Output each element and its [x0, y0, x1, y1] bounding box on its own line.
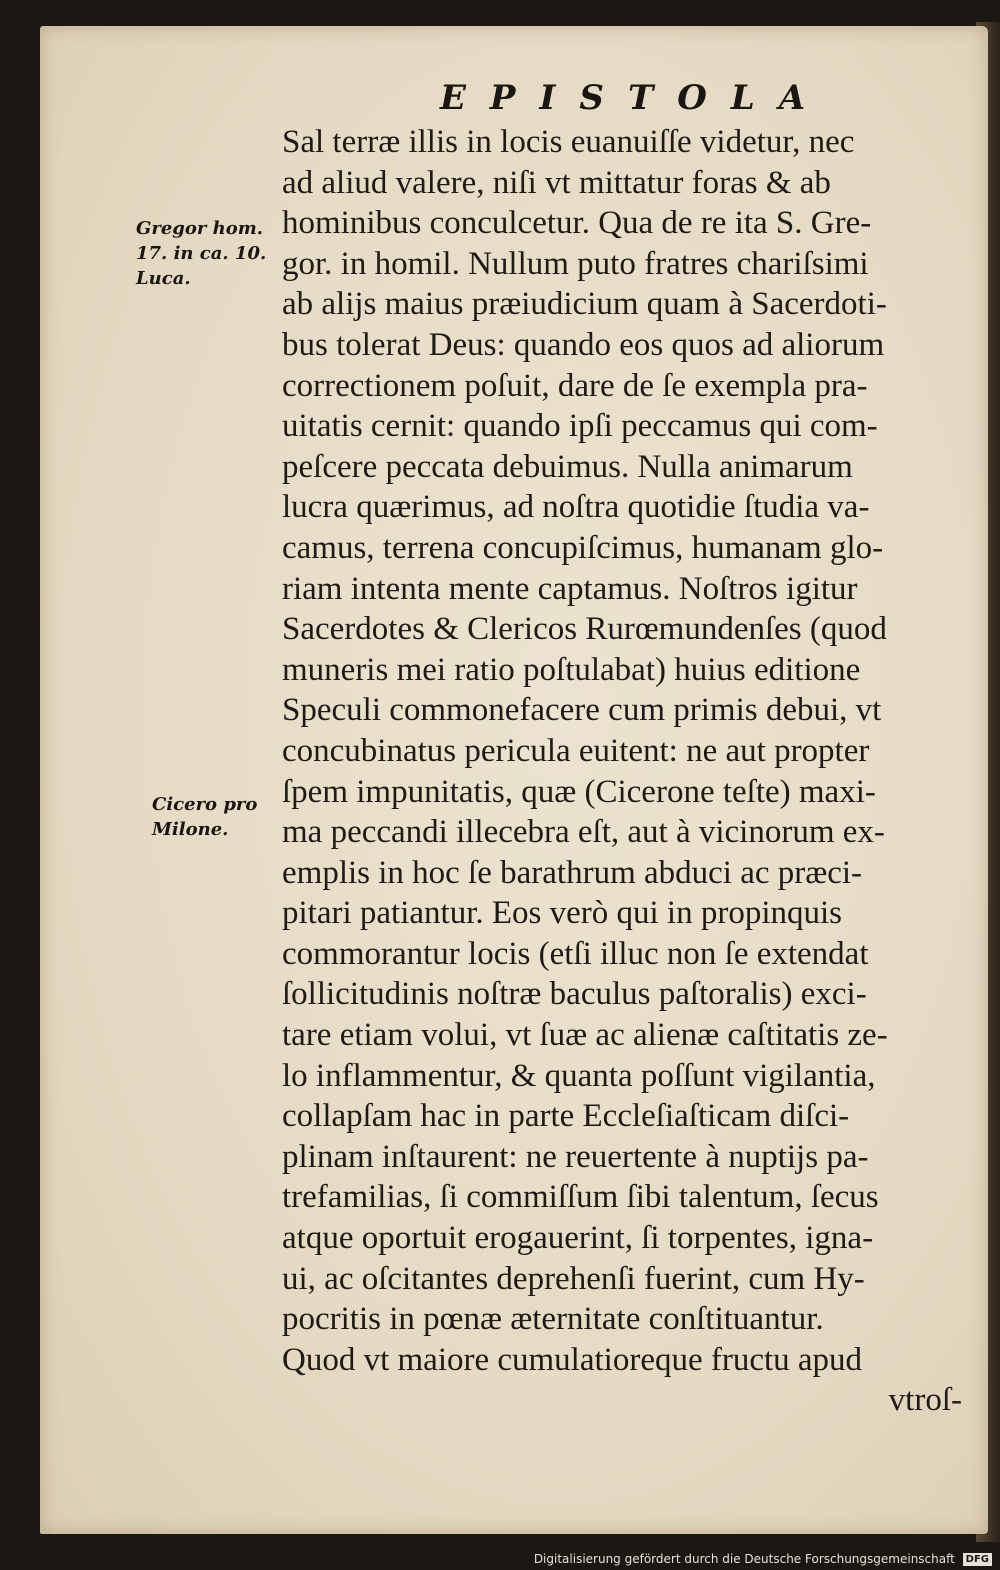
text-line: ſollicitudinis noſtræ baculus paſtoralis) exci-	[282, 976, 867, 1013]
text-line: ſpem impunitatis, quæ (Cicerone teſte) maxi-	[282, 773, 876, 810]
marginal-note-cicero	[152, 792, 257, 842]
text-line: Quod vt maiore cumulatioreque fructu apud	[282, 1341, 863, 1378]
marginal-note-line: Luca.	[136, 268, 191, 289]
text-line: lo inflammentur, & quanta poſſunt vigilantia,	[282, 1057, 876, 1094]
text-line: peſcere peccata debuimus. Nulla animarum	[282, 448, 853, 485]
text-line: lucra quærimus, ad noſtra quotidie ſtudia va-	[282, 489, 870, 526]
text-line: gor. in homil. Nullum puto fratres chariſsimi	[282, 245, 869, 282]
marginal-note-line: Cicero pro	[152, 794, 258, 815]
text-line: riam intenta mente captamus. Noſtros igitur	[282, 570, 858, 607]
credit-text: Digitalisierung gefördert durch die Deutsche Forschungsgemeinschaft	[533, 1552, 955, 1566]
running-head: EPISTOLA	[440, 78, 830, 118]
text-line: pocritis in pœnæ æternitate conſtituantur.	[282, 1301, 824, 1338]
dfg-logo: DFG	[963, 1553, 992, 1566]
text-line: concubinatus pericula euitent: ne aut propter	[282, 732, 870, 769]
text-line: tare etiam volui, vt ſuæ ac alienæ caſtitatis ze-	[282, 1017, 888, 1054]
text-line: uitatis cernit: quando ipſi peccamus qui com-	[282, 408, 878, 445]
text-line: pitari patiantur. Eos verò qui in propinquis	[282, 895, 843, 932]
text-line: plinam inſtaurent: ne reuertente à nuptijs pa-	[282, 1138, 869, 1175]
text-line: Sal terræ illis in locis euanuiſſe videtur, nec	[282, 124, 855, 160]
marginal-note-gregory	[136, 216, 266, 291]
text-line: camus, terrena concupiſcimus, humanam glo-	[282, 529, 884, 566]
text-line: collapſam hac in parte Eccleſiaſticam diſci-	[282, 1098, 850, 1135]
text-line: ab alijs maius præiudicium quam à Sacerdoti-	[282, 286, 887, 323]
text-line: Sacerdotes & Clericos Rurœmundenſes (quod	[282, 611, 887, 648]
text-line: atque oportuit erogauerint, ſi torpentes, igna-	[282, 1220, 874, 1257]
marginal-note-line: Milone.	[152, 819, 229, 840]
body-text	[282, 122, 962, 1421]
text-line: Speculi commonefacere cum primis debui, vt	[282, 692, 882, 729]
digitization-credit	[534, 1552, 992, 1566]
text-line: ad aliud valere, niſi vt mittatur foras & ab	[282, 164, 831, 201]
text-line: hominibus conculcetur. Qua de re ita S. Gre-	[282, 205, 872, 242]
marginal-note-line: Gregor hom.	[136, 218, 264, 239]
text-line: emplis in hoc ſe barathrum abduci ac præci-	[282, 854, 863, 891]
text-line: bus tolerat Deus: quando eos quos ad aliorum	[282, 326, 885, 363]
text-line: commorantur locis (etſi illuc non ſe extendat	[282, 935, 869, 972]
text-line: correctionem poſuit, dare de ſe exempla pra-	[282, 367, 868, 404]
marginal-note-line: 17. in ca. 10.	[136, 243, 267, 264]
text-line: muneris mei ratio poſtulabat) huius editione	[282, 651, 861, 688]
text-line: trefamilias, ſi commiſſum ſibi talentum, ſecus	[282, 1179, 879, 1216]
text-line: ui, ac oſcitantes deprehenſi fuerint, cum Hy-	[282, 1260, 865, 1297]
catchword: vtroſ-	[888, 1382, 962, 1419]
text-line: ma peccandi illecebra eſt, aut à vicinorum ex-	[282, 814, 885, 851]
